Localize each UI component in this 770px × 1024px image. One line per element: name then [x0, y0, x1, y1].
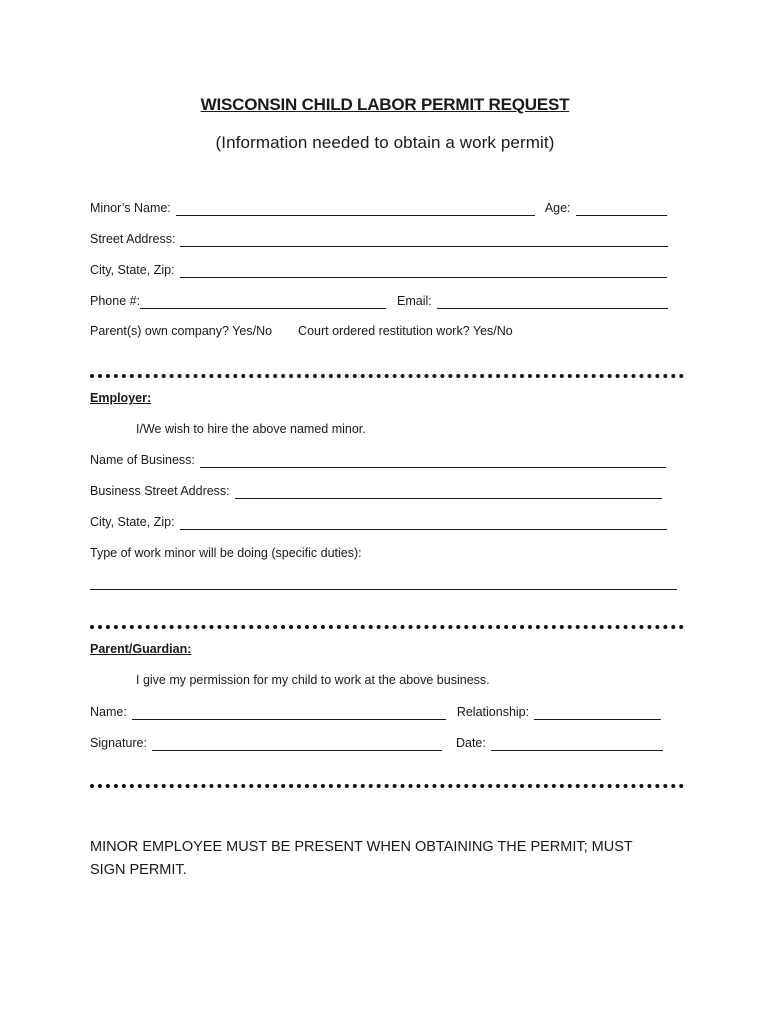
street-address-field[interactable] — [180, 233, 668, 247]
permit-notice: MINOR EMPLOYEE MUST BE PRESENT WHEN OBTAINING THE PERMIT; MUST SIGN PERMIT. — [90, 839, 633, 878]
work-type-field[interactable] — [90, 589, 677, 590]
section-divider — [90, 374, 684, 378]
employer-statement: I/We wish to hire the above named minor. — [136, 422, 366, 436]
phone-email-row — [90, 293, 668, 309]
form-title: WISCONSIN CHILD LABOR PERMIT REQUEST — [200, 95, 570, 114]
age-field[interactable] — [576, 202, 667, 216]
city-state-zip-row — [90, 262, 667, 278]
business-name-row — [90, 452, 666, 468]
business-street-field[interactable] — [235, 485, 662, 499]
yes-no-row — [90, 323, 513, 339]
email-field[interactable] — [437, 295, 668, 309]
business-street-row — [90, 483, 662, 499]
guardian-name-label: Name: — [90, 705, 127, 719]
section-divider — [90, 625, 684, 629]
work-type-label: Type of work minor will be doing (specific duties): — [90, 546, 362, 560]
business-name-field[interactable] — [200, 454, 666, 468]
work-type-row — [90, 545, 362, 561]
guardian-name-row — [90, 704, 661, 720]
date-label: Date: — [455, 736, 486, 750]
street-address-label: Street Address: — [90, 232, 176, 246]
date-field[interactable] — [491, 737, 663, 751]
city-state-zip-label: City, State, Zip: — [90, 263, 175, 277]
form-subtitle: (Information needed to obtain a work permit) — [215, 133, 555, 152]
city-state-zip-field[interactable] — [180, 264, 667, 278]
phone-field[interactable] — [140, 295, 386, 309]
guardian-heading: Parent/Guardian: — [90, 642, 192, 656]
business-city-row — [90, 514, 667, 530]
minor-name-field[interactable] — [176, 202, 535, 216]
section-divider — [90, 784, 684, 788]
phone-label: Phone #: — [90, 294, 141, 308]
street-address-row — [90, 231, 668, 247]
age-label: Age: — [544, 201, 571, 215]
relationship-field[interactable] — [534, 706, 661, 720]
minor-name-label: Minor’s Name: — [90, 201, 171, 215]
business-city-label: City, State, Zip: — [90, 515, 175, 529]
court-restitution-question: Court ordered restitution work? Yes/No — [298, 324, 513, 338]
email-label: Email: — [397, 294, 432, 308]
signature-label: Signature: — [90, 736, 147, 750]
business-name-label: Name of Business: — [90, 453, 195, 467]
relationship-label: Relationship: — [456, 705, 530, 719]
employer-heading: Employer: — [90, 391, 152, 405]
signature-row — [90, 735, 663, 751]
business-street-label: Business Street Address: — [90, 484, 230, 498]
business-city-field[interactable] — [180, 516, 667, 530]
signature-field[interactable] — [152, 737, 442, 751]
guardian-statement: I give my permission for my child to work at the above business. — [136, 673, 490, 687]
minor-name-row — [90, 200, 667, 216]
parent-company-question: Parent(s) own company? Yes/No — [90, 324, 273, 338]
guardian-name-field[interactable] — [132, 706, 446, 720]
